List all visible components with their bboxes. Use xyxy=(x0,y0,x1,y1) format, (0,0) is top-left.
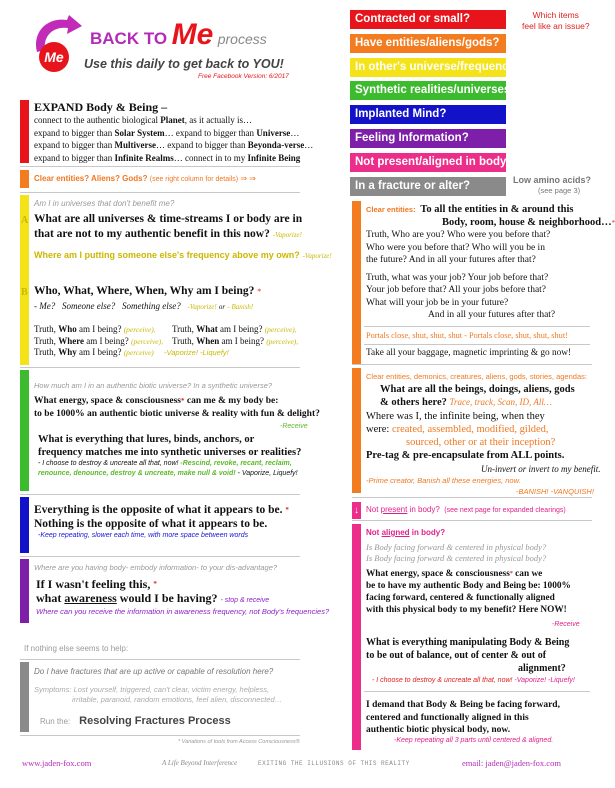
divider xyxy=(20,556,300,557)
truth-line xyxy=(34,347,163,359)
run-label: Run the: xyxy=(40,717,71,726)
purple-awareness: awareness xyxy=(64,591,117,605)
symptoms-line: Symptoms: Lost yourself, triggered, can't clear, victim energy, helpless, xyxy=(34,685,270,694)
down-arrow-icon: ↓ xyxy=(354,505,359,516)
divider xyxy=(364,691,590,692)
section-a-bold: What are all universes & time-streams I or body are in xyxy=(34,213,303,225)
truth-text: am I being? xyxy=(76,347,124,357)
section-b-body xyxy=(34,284,261,315)
truth-text: Why xyxy=(58,347,77,357)
expand-line xyxy=(34,152,313,165)
divider xyxy=(352,364,592,365)
green-note: renounce, denounce, destroy & uncreate, make null & void! xyxy=(38,470,236,477)
perceive-note: (perceive), xyxy=(264,325,297,334)
footer-tagline: A Life Beyond Interference xyxy=(162,759,238,767)
footer-website[interactable]: www.jaden-fox.com xyxy=(22,758,92,768)
divider xyxy=(20,367,300,368)
orange-head: To all the entities in & around this xyxy=(420,204,574,215)
orange2-bold: Pre-tag & pre-encapsulate from ALL points. xyxy=(366,450,565,462)
see-page-note: (see page 3) xyxy=(538,186,581,195)
blue-line: Everything is the opposite of what it appears to be. xyxy=(34,504,283,516)
pink-bold: centered and functionally aligned in this xyxy=(366,712,529,723)
expand-title: EXPAND Body & Being – xyxy=(34,100,168,114)
purple-line: what xyxy=(36,591,65,605)
expand-line xyxy=(34,127,313,140)
truth-line xyxy=(172,336,298,348)
footer-tagline2: EXITING THE ILLUSIONS OF THIS REALITY xyxy=(258,760,410,767)
pink-destroy-note xyxy=(372,677,575,684)
perceive-note: (perceive), xyxy=(123,325,156,334)
expand-section xyxy=(34,101,313,164)
truth-text: Who xyxy=(58,324,77,334)
expand-segment: Beyonda-verse xyxy=(247,140,305,150)
pink-receive: -Receive xyxy=(552,621,580,628)
divider xyxy=(20,735,300,736)
star-mark: * xyxy=(509,571,513,577)
expand-segment: … expand to bigger than xyxy=(164,127,257,138)
not-present-line xyxy=(366,505,566,514)
pink-questions xyxy=(366,542,546,564)
orange-p: And in all your futures after that? xyxy=(428,310,556,320)
star-mark: * xyxy=(181,397,185,405)
truth-text: Truth, xyxy=(172,335,197,346)
section-a-letter: A xyxy=(21,215,29,226)
low-amino-note: Low amino acids? xyxy=(513,175,592,185)
right-orange2-body xyxy=(366,383,600,476)
if-nothing-note: If nothing else seems to help: xyxy=(24,644,129,653)
resolving-fractures-link[interactable]: Resolving Fractures Process xyxy=(79,715,231,727)
expand-segment: Universe xyxy=(256,127,291,138)
prime-note: -Prime creator, Banish all these energies, now. xyxy=(366,476,521,485)
star-mark: * xyxy=(257,287,262,296)
expand-text: connect to the authentic biological xyxy=(34,115,161,125)
orange-p: Truth, what was your job? Your job before that? xyxy=(366,272,549,283)
truth-line xyxy=(172,324,298,336)
red-section-bar xyxy=(20,100,29,163)
blue-section-bar xyxy=(20,497,29,553)
section-b-bold: Who, What, Where, When, Why am I being? xyxy=(34,285,255,297)
truth-text: Truth, xyxy=(34,347,59,357)
pink-bold: facing forward, centered & functionally aligned xyxy=(366,593,555,603)
orange-p: What will your job be in your future? xyxy=(366,297,509,308)
which-items-note xyxy=(522,10,590,32)
section-b-sub: Something else? xyxy=(121,301,181,311)
pink-bold: What energy, space & consciousness xyxy=(366,569,510,579)
truth-text: am I being? xyxy=(219,335,267,346)
right-orange2-question: Clear entities, demonics, creatures, aliens, gods, stories, agendas: xyxy=(366,372,587,381)
star-mark: * xyxy=(285,506,289,514)
footer-email[interactable]: email: jaden@jaden-fox.com xyxy=(462,758,561,768)
truth-text: am I being? xyxy=(84,335,131,346)
version-note: Free Facebook Version: 6/2017 xyxy=(198,73,289,80)
section-a-bold: that are not to my authentic benefit in this now? xyxy=(34,228,270,240)
pink-q: Is Body facing forward & centered in physical body? xyxy=(366,553,547,563)
title-back: BACK TO xyxy=(90,29,168,48)
expand-segment: expand to bigger than xyxy=(34,127,115,138)
section-b-letter: B xyxy=(21,287,28,298)
purple-section-bar xyxy=(20,559,29,623)
section-a-green: Where am I putting someone else's frequency above my own? xyxy=(34,250,300,260)
star-mark: * xyxy=(153,580,157,588)
vaporize-note: -Vaporize! xyxy=(187,303,217,311)
expand-segment: Infinite Being xyxy=(247,152,301,163)
logo-text: Me xyxy=(44,49,64,65)
category-item[interactable]: Contracted or small? xyxy=(350,10,506,29)
green-bold: What energy, space & consciousness xyxy=(34,396,181,406)
orange2-line: Un-invert or invert to my benefit. xyxy=(481,463,601,474)
pink-bold: authentic biotic physical body, now. xyxy=(366,725,511,735)
expand-segment: … xyxy=(304,140,314,150)
orange2-bold: & others here? xyxy=(380,397,450,409)
divider xyxy=(352,497,592,498)
truth-text: Where xyxy=(58,335,85,346)
truth-right-col xyxy=(172,324,298,347)
section-green-question: How much am I in an authentic biotic universe? In a synthetic universe? xyxy=(34,381,273,390)
pink-demand-block xyxy=(366,699,560,737)
category-item[interactable]: Feeling Information? xyxy=(350,129,506,148)
pink-what-block xyxy=(366,568,571,616)
vaporize-note: - Banish! xyxy=(227,303,254,311)
right-orange-section xyxy=(366,204,615,322)
orange-p: Your job before that? All your jobs before that? xyxy=(366,285,547,295)
not-aligned-text: in body? xyxy=(409,528,446,537)
portals-line: Portals close, shut, shut, shut - Portals close, shut, shut, shut! xyxy=(366,331,568,340)
orange-p: Truth, Who are you? Who were you before that? xyxy=(366,230,551,240)
section-gray-symptoms xyxy=(34,685,282,705)
orange-p: Who were you before that? Who will you be in xyxy=(366,242,545,253)
subtitle: Use this daily to get back to YOU! xyxy=(84,57,284,71)
title-process: process xyxy=(217,31,267,47)
not-present-text: in body? xyxy=(407,505,440,514)
section-b-sub: Someone else? xyxy=(62,301,116,311)
page-title xyxy=(90,18,267,52)
expand-segment: Multiverse xyxy=(114,140,156,150)
blue-note: -Keep repeating, slower each time, with more space between words xyxy=(38,532,249,539)
section-blue-body xyxy=(34,503,289,531)
expand-segment: … xyxy=(290,127,300,138)
clear-entities-label: Clear entities: xyxy=(366,205,416,214)
divider xyxy=(20,166,300,167)
pink-section-bar xyxy=(352,524,361,750)
truth-text: am I being? xyxy=(76,324,124,334)
divider xyxy=(20,659,300,660)
expand-text-bold: Planet xyxy=(160,115,185,125)
section-b-sub: - Me? xyxy=(34,301,56,311)
section-a-question: Am I in universes that don't benefit me? xyxy=(34,199,175,208)
pink-manip-block xyxy=(366,636,569,675)
category-item[interactable]: Not present/aligned in body? xyxy=(350,153,506,172)
pink-note: - I choose to destroy & uncreate all that, now! xyxy=(372,677,513,684)
category-item[interactable]: Implanted Mind? xyxy=(350,105,506,124)
not-aligned-line xyxy=(366,528,445,537)
truth-text: What xyxy=(196,324,218,334)
vaporize-note: -Vaporize! xyxy=(302,252,332,260)
divider xyxy=(20,494,300,495)
receive-note: -Receive xyxy=(280,423,308,430)
truth-left-col xyxy=(34,324,163,359)
section-green-q xyxy=(38,433,301,459)
pink-bold: to be out of balance, out of center & out of xyxy=(366,650,547,661)
green-note: - Vaporize, Liquefy! xyxy=(235,470,298,477)
which-items-line: feel like an issue? xyxy=(522,21,590,31)
gray-section-bar xyxy=(20,662,29,732)
green-note: - I choose to destroy & uncreate all that, now! xyxy=(38,460,179,467)
perceive-note: (perceive), xyxy=(131,336,163,346)
title-me: Me xyxy=(171,18,214,51)
orange2-line: Where was I, the infinite being, when they xyxy=(366,410,545,422)
section-green-notes xyxy=(38,459,298,479)
pink-q: Is Body facing forward & centered in physical body? xyxy=(366,542,547,552)
category-item[interactable]: In other's universe/frequency? xyxy=(350,58,506,77)
orange-p: the future? And in all your futures after that? xyxy=(366,255,536,265)
logo xyxy=(27,12,89,74)
clear-entities-text: Clear entities? Aliens? Gods? xyxy=(34,174,148,183)
perceive-note: (perceive), xyxy=(266,336,299,346)
orange-head: Body, room, house & neighborhood… xyxy=(442,216,612,228)
section-purple-body xyxy=(36,577,269,608)
expand-segment: expand to bigger than xyxy=(34,140,115,150)
pink-note: -Vaporize! -Liquefy! xyxy=(514,677,575,684)
symptoms-line: irritable, paranoid, random emotions, feel alien, disconnected… xyxy=(72,695,283,704)
category-item[interactable]: Synthetic realities/universes? xyxy=(350,81,506,100)
divider xyxy=(364,344,590,345)
truth-text: Truth, xyxy=(172,324,197,334)
footnote: * Variations of tools from Access Consciousness® xyxy=(178,739,300,745)
baggage-line: Take all your baggage, magnetic imprinting & go now! xyxy=(366,348,572,358)
green-bold: to be 1000% an authentic biotic universe & reality with fun & delight? xyxy=(34,408,320,419)
see-next-page: (see next page for expanded clearings) xyxy=(444,507,566,514)
section-gray-question: Do I have fractures that are up active or capable of resolution here? xyxy=(34,667,274,676)
pink-repeat-note: -Keep repeating all 3 parts until centered & aligned. xyxy=(394,737,554,744)
divider xyxy=(20,192,300,193)
pink-arrow-bar xyxy=(352,502,361,519)
category-item[interactable]: Have entities/aliens/gods? xyxy=(350,34,506,53)
section-b-sub: or xyxy=(218,303,226,311)
not-present-text: Not xyxy=(366,505,381,514)
pink-bold: can we xyxy=(512,569,543,579)
expand-segment: … connect in to my xyxy=(173,152,248,163)
truth-text: When xyxy=(196,335,220,346)
truth-text: Truth, xyxy=(34,335,59,346)
which-items-line: Which items xyxy=(532,10,579,20)
green-q: What is everything that lures, binds, anchors, or xyxy=(38,434,255,445)
section-green-body xyxy=(34,395,320,420)
clear-entities-see: (see right column for details) xyxy=(149,176,239,183)
not-aligned-text: aligned xyxy=(381,528,410,537)
divider xyxy=(352,520,592,521)
blue-line: Nothing is the opposite of what it appears to be. xyxy=(34,518,268,530)
orange-section-bar-right xyxy=(352,201,361,364)
expand-segment: Solar System xyxy=(114,127,165,138)
pink-bold: with this physical body to my benefit? Here NOW! xyxy=(366,605,567,615)
orange2-line: were: xyxy=(366,423,392,435)
section-purple-question: Where are you having body- embody information- to your dis-advantage? xyxy=(34,563,278,572)
purple-line: would I be having? xyxy=(116,591,218,605)
star-mark: * xyxy=(611,218,615,227)
truth-text: am I being? xyxy=(217,324,265,334)
orange2-bold: What are all the beings, doings, aliens, gods xyxy=(380,384,575,395)
green-bold: can me & my body be: xyxy=(184,396,279,406)
pink-bold: What is everything manipulating Body & Being xyxy=(366,637,570,648)
orange2-orange: created, assembled, modified, gilded, xyxy=(391,423,549,435)
green-section-bar xyxy=(20,370,29,491)
not-present-text: present xyxy=(380,505,408,514)
expand-segment: Infinite Realms xyxy=(114,152,174,163)
green-note: -Rescind, revoke, recant, reclaim, xyxy=(180,460,292,467)
purple-stop: - stop & receive xyxy=(220,597,270,604)
resolving-run xyxy=(40,711,231,729)
perceive-note: (perceive) xyxy=(123,348,154,357)
vaporize-note: -Vaporize! -Liquefy! xyxy=(164,348,229,357)
clear-entities-bar xyxy=(34,174,256,183)
category-item[interactable]: In a fracture or alter? xyxy=(350,177,506,196)
truth-line xyxy=(34,324,163,336)
orange2-trace: Trace, track, Scan, ID, All… xyxy=(449,397,552,408)
expand-segment: … expand to bigger than xyxy=(155,140,248,150)
pink-bold: I demand that Body & Being be facing forward, xyxy=(366,700,560,710)
purple-line: If I wasn't feeling this, xyxy=(36,577,151,591)
expand-line xyxy=(34,139,313,152)
green-q: frequency matches me into synthetic universes or realities? xyxy=(38,447,302,458)
pink-bold: be to have my authentic Body and Being be: 1000% xyxy=(366,581,571,591)
expand-text: , as it actually is… xyxy=(184,115,252,125)
truth-line xyxy=(34,336,163,348)
arrow-icon: ⇒ ⇒ xyxy=(240,174,256,183)
orange-section-bar-right-2 xyxy=(352,368,361,493)
truth-text: Truth, xyxy=(34,324,59,334)
not-aligned-text: Not xyxy=(366,528,382,537)
vaporize-note: -Vaporize! xyxy=(272,231,302,239)
section-a-body xyxy=(34,212,332,264)
logo-badge xyxy=(39,42,69,72)
expand-line xyxy=(34,114,313,127)
purple-note: Where can you receive the information in awareness frequency, not Body's frequencies? xyxy=(36,607,330,616)
orange-bar xyxy=(20,170,29,188)
orange2-orange: sourced, other or at their inception? xyxy=(406,437,556,449)
pink-bold: alignment? xyxy=(518,663,566,674)
divider xyxy=(364,326,590,327)
expand-segment: expand to bigger than xyxy=(34,152,115,163)
banish-note: -BANISH! -VANQUISH! xyxy=(516,487,594,496)
